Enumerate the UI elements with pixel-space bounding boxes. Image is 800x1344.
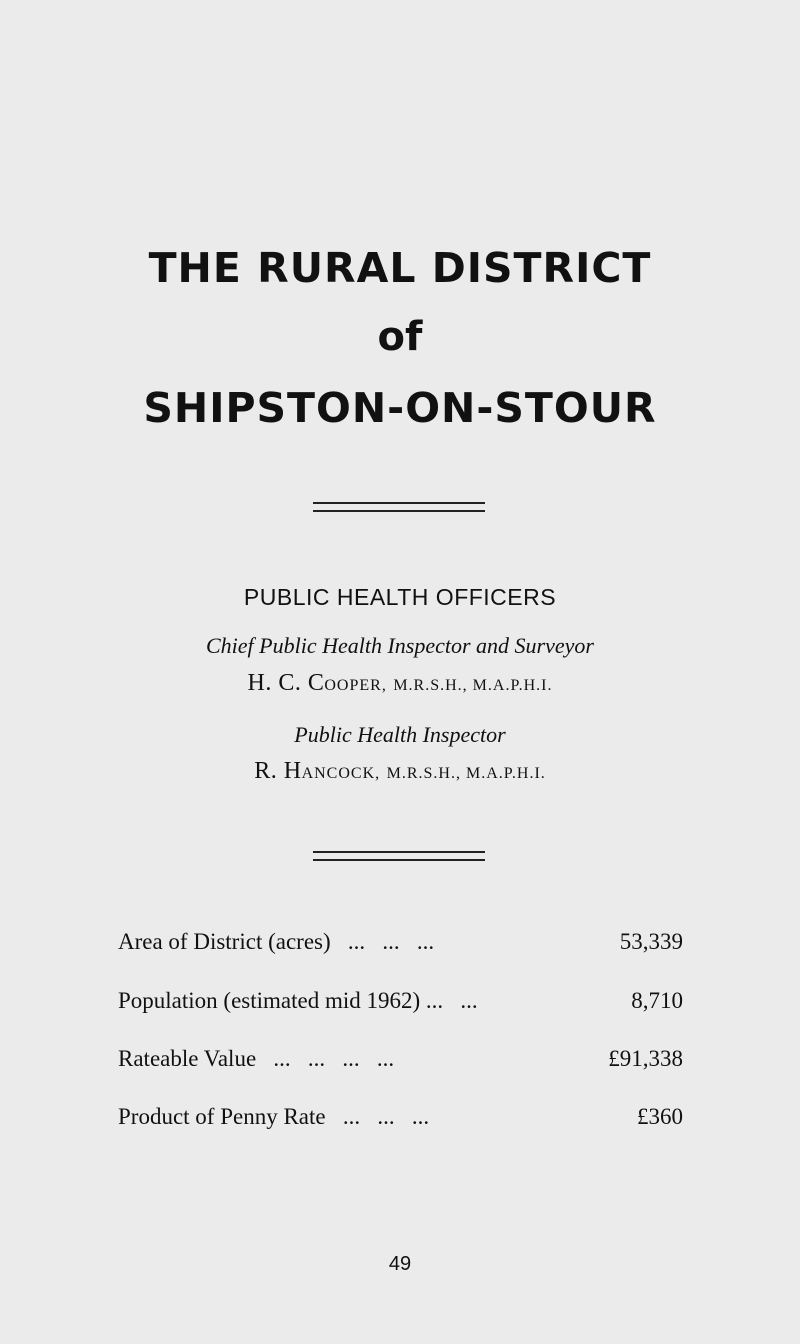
statistic-label: Rateable Value ... ... ... ... (118, 1046, 395, 1071)
officer-name-initials: R. H (254, 758, 302, 784)
district-title-line-1: THE RURAL DISTRICT (148, 244, 652, 292)
statistic-row (118, 1104, 683, 1134)
officer-name (0, 758, 800, 785)
statistic-value: £91,338 (608, 1046, 683, 1071)
officer-name-initials: H. C. C (247, 670, 325, 696)
officer-name (0, 670, 800, 697)
statistic-row (118, 929, 683, 959)
district-title-line-2: of (377, 314, 423, 360)
statistic-row (118, 1046, 683, 1076)
statistic-label: Area of District (acres) ... ... ... (118, 929, 435, 954)
officer-name-surname: ANCOCK, (301, 765, 381, 782)
officer-role: Public Health Inspector (294, 722, 506, 747)
officer-role: Chief Public Health Inspector and Surveyor (206, 633, 594, 658)
statistic-value: £360 (637, 1104, 683, 1129)
statistic-value: 8,710 (631, 988, 683, 1013)
page-number: 49 (388, 1253, 412, 1275)
district-title-line-3: SHIPSTON-ON-STOUR (143, 384, 657, 432)
officer-qualifications: M.R.S.H., M.A.P.H.I. (386, 765, 546, 782)
officers-heading: PUBLIC HEALTH OFFICERS (243, 584, 557, 610)
officer-qualifications: M.R.S.H., M.A.P.H.I. (393, 677, 553, 694)
double-rule-divider (313, 502, 485, 512)
statistic-value: 53,339 (619, 929, 683, 954)
officer-name-surname: OOPER, (324, 677, 387, 694)
statistic-row (118, 988, 683, 1018)
statistic-label: Population (estimated mid 1962) ... ... (118, 988, 478, 1013)
double-rule-divider (313, 851, 485, 861)
statistic-label: Product of Penny Rate ... ... ... (118, 1104, 430, 1129)
